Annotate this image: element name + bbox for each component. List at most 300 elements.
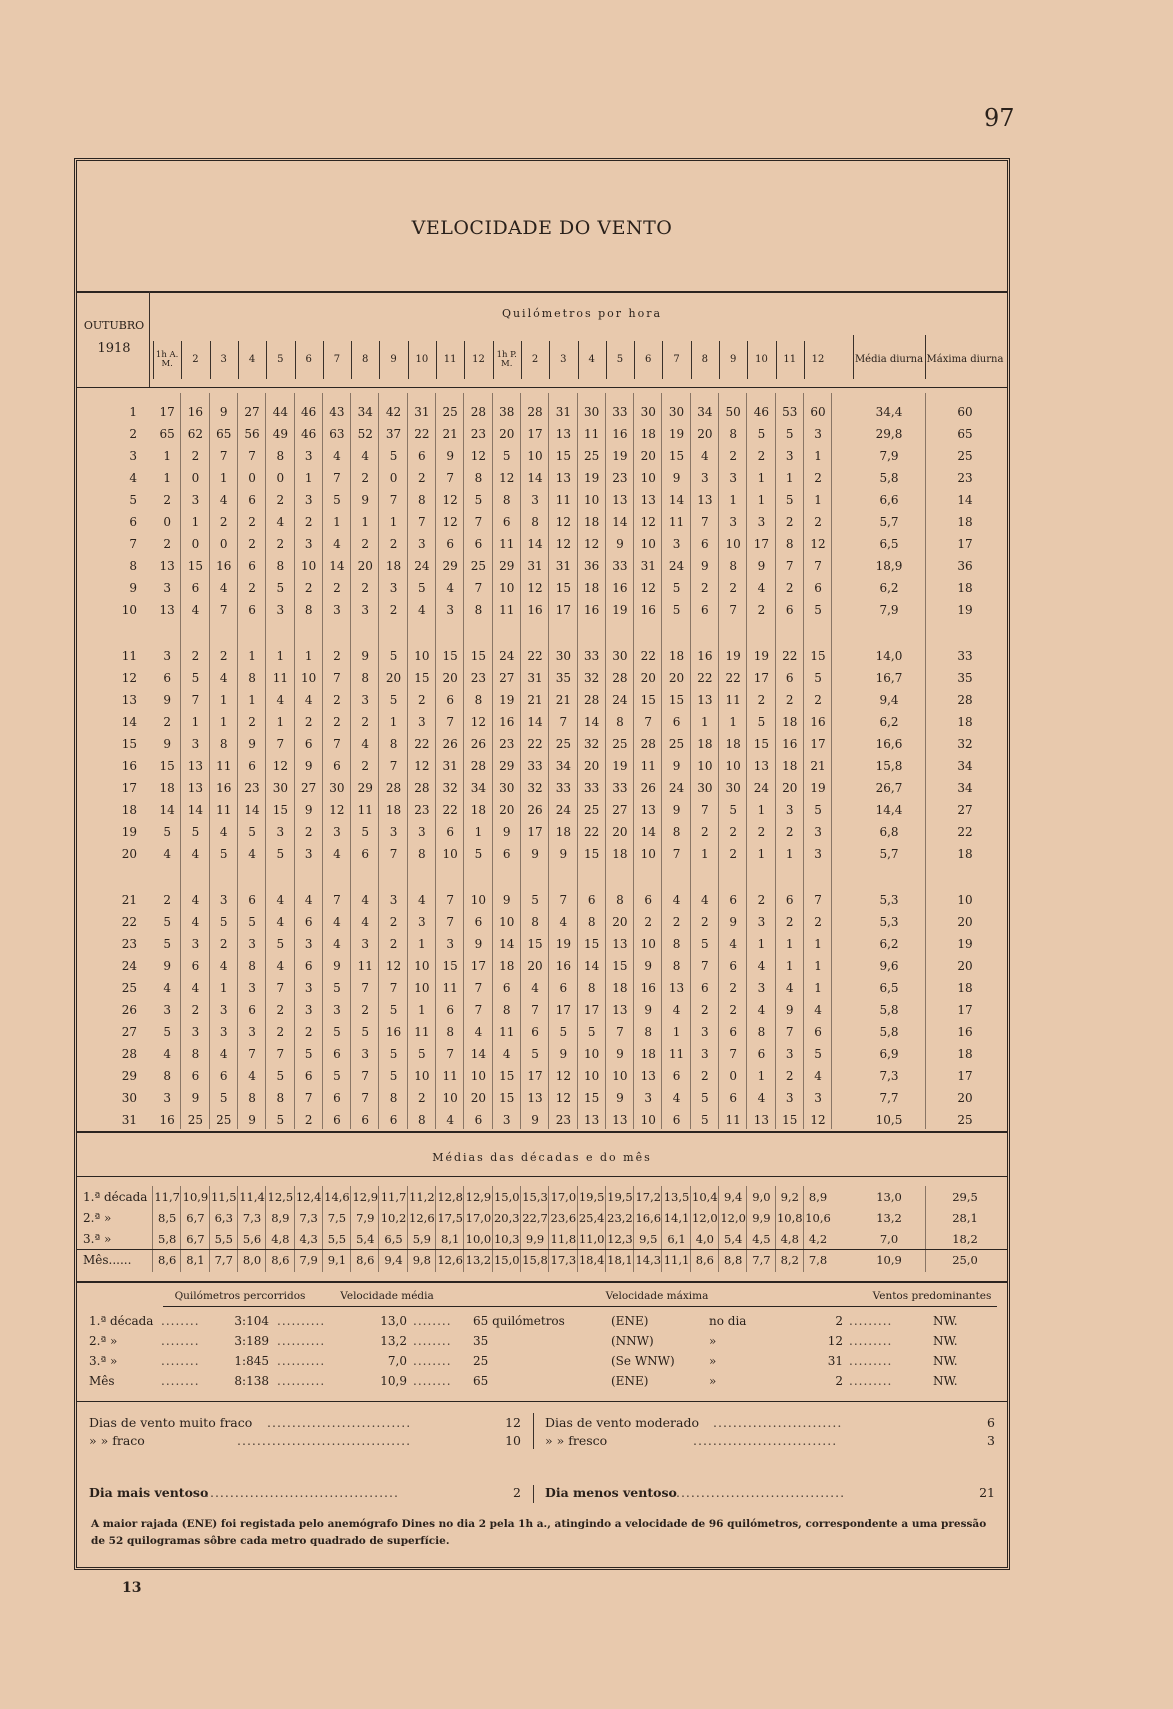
hour-header: 6 — [305, 353, 312, 365]
hour-value: 15 — [187, 559, 204, 573]
hour-value: 8 — [672, 959, 681, 973]
hour-value: 4 — [333, 537, 341, 551]
day-number: 28 — [121, 1047, 137, 1061]
day-number: 30 — [121, 1091, 137, 1105]
day-number: 5 — [129, 493, 137, 507]
medias-value: 12,5 — [267, 1189, 294, 1204]
medias-value: 5,5 — [214, 1231, 233, 1246]
column-separator — [853, 335, 854, 379]
medias-column-line — [577, 1186, 578, 1272]
hour-value: 12 — [499, 471, 515, 485]
hour-value: 4 — [361, 915, 370, 929]
table-row — [77, 777, 1007, 799]
hour-value: 6 — [446, 825, 454, 839]
hour-value: 8 — [276, 559, 285, 573]
grid-column-line — [925, 393, 926, 1129]
summary-direction: (ENE) — [611, 1314, 649, 1328]
summary-leader-dots: ......... — [849, 1334, 893, 1348]
hour-value: 4 — [219, 825, 228, 839]
hour-value: 3 — [785, 1047, 794, 1061]
hour-value: 17 — [159, 405, 175, 419]
page-title: VELOCIDADE DO VENTO — [411, 217, 673, 239]
media-value: 26,7 — [875, 781, 903, 795]
hour-value: 9 — [163, 693, 171, 707]
hour-value: 0 — [191, 471, 200, 485]
summary-km: 1:845 — [234, 1354, 269, 1368]
hour-headers — [157, 341, 1007, 379]
hour-value: 7 — [785, 559, 794, 573]
hour-value: 8 — [389, 1091, 398, 1105]
hour-value: 3 — [785, 449, 794, 463]
hour-value: 2 — [785, 515, 794, 529]
hour-value: 4 — [559, 915, 568, 929]
hour-value: 5 — [701, 1091, 709, 1105]
hour-value: 5 — [701, 1113, 709, 1127]
hour-value: 3 — [304, 981, 313, 995]
medias-value: 9,9 — [752, 1210, 771, 1225]
hour-value: 3 — [163, 1091, 171, 1105]
hour-value: 5 — [361, 825, 370, 839]
vel-maxima-header: Velocidade máxima — [605, 1290, 709, 1302]
hour-value: 8 — [757, 1025, 766, 1039]
hour-value: 12 — [470, 715, 487, 729]
hour-value: 6 — [248, 893, 256, 907]
hour-value: 8 — [389, 737, 398, 751]
hour-value: 5 — [163, 937, 171, 951]
hour-value: 52 — [357, 427, 373, 441]
hour-value: 23 — [470, 671, 487, 685]
hour-value: 31 — [555, 559, 571, 573]
hour-value: 34 — [470, 781, 487, 795]
hour-value: 6 — [814, 1025, 822, 1039]
summary-vento: NW. — [933, 1354, 958, 1368]
medias-row-label: 3.ª » — [83, 1231, 112, 1246]
hour-value: 14 — [329, 559, 345, 573]
hour-value: 4 — [276, 515, 285, 529]
hour-value: 28 — [640, 737, 656, 751]
hour-value: 36 — [584, 559, 600, 573]
hour-value: 20 — [782, 781, 798, 795]
hour-value: 17 — [470, 959, 487, 973]
table-row — [77, 843, 1007, 865]
hour-value: 7 — [389, 847, 398, 861]
day-number: 19 — [121, 825, 137, 839]
grid-column-line — [548, 393, 549, 1129]
hour-value: 4 — [191, 847, 200, 861]
medias-media: 10,9 — [876, 1252, 902, 1267]
hour-value: 5 — [814, 1047, 822, 1061]
grid-column-line — [265, 393, 266, 1129]
medias-value: 7,5 — [327, 1210, 347, 1225]
medias-value: 4,8 — [780, 1231, 799, 1246]
hour-value: 3 — [446, 937, 454, 951]
hour-value: 4 — [219, 1047, 228, 1061]
medias-value: 11,7 — [154, 1189, 180, 1204]
hour-value: 38 — [499, 405, 515, 419]
hour-value: 1 — [757, 803, 766, 817]
hour-value: 1 — [785, 847, 794, 861]
dias-fresco-value: 3 — [987, 1433, 995, 1448]
hour-value: 22 — [442, 803, 458, 817]
media-value: 34,4 — [875, 405, 903, 419]
summary-km: 3:189 — [234, 1334, 269, 1348]
hour-value: 23 — [470, 427, 487, 441]
hour-value: 23 — [499, 737, 515, 751]
hour-value: 10 — [301, 671, 317, 685]
summary-max: 65 quilómetros — [473, 1314, 565, 1328]
hour-value: 3 — [191, 737, 200, 751]
column-separator — [634, 341, 635, 379]
maxima-value: 60 — [957, 405, 973, 419]
hour-value: 10 — [640, 937, 656, 951]
hour-value: 2 — [248, 515, 256, 529]
summary-leader-dots: ........ — [161, 1334, 200, 1348]
medias-value: 11,5 — [210, 1189, 237, 1204]
hour-value: 2 — [304, 515, 313, 529]
hour-value: 2 — [219, 937, 228, 951]
hour-value: 1 — [757, 493, 766, 507]
hour-value: 3 — [531, 493, 539, 507]
hour-value: 7 — [616, 1025, 624, 1039]
column-header — [77, 291, 1007, 387]
hour-value: 1 — [304, 649, 313, 663]
hour-value: 2 — [276, 1025, 285, 1039]
hour-value: 2 — [361, 759, 370, 773]
medias-value: 11,7 — [380, 1189, 407, 1204]
ventoso-block: Dia mais ventoso ....................................... 2 Dia menos ventoso ................................... 21 — [77, 1479, 1007, 1509]
hour-value: 15 — [584, 847, 600, 861]
medias-column-line — [605, 1186, 606, 1272]
hour-value: 16 — [499, 715, 515, 729]
column-separator — [747, 341, 748, 379]
hour-value: 5 — [276, 847, 285, 861]
summary-max: 65 — [473, 1374, 489, 1388]
hour-value: 16 — [216, 559, 232, 573]
column-separator — [578, 341, 579, 379]
hour-value: 15 — [555, 449, 571, 463]
hour-value: 20 — [640, 671, 656, 685]
column-separator — [521, 341, 522, 379]
hour-value: 13 — [612, 937, 628, 951]
hour-value: 9 — [163, 959, 171, 973]
hour-value: 5 — [276, 937, 285, 951]
hour-value: 1 — [701, 715, 709, 729]
hour-value: 1 — [729, 715, 737, 729]
hour-value: 2 — [701, 581, 709, 595]
medias-column-line — [322, 1186, 323, 1272]
hour-value: 4 — [333, 937, 341, 951]
medias-value: 12,6 — [409, 1210, 435, 1225]
grid-column-line — [237, 393, 238, 1129]
hour-value: 7 — [361, 981, 370, 995]
hour-value: 4 — [814, 1003, 822, 1017]
hour-value: 9 — [248, 1113, 256, 1127]
hour-value: 1 — [814, 449, 822, 463]
hour-value: 8 — [276, 449, 285, 463]
maxima-value: 33 — [957, 649, 973, 663]
hour-value: 7 — [389, 759, 398, 773]
hour-value: 10 — [584, 1069, 600, 1083]
hour-value: 15 — [499, 1069, 515, 1083]
hour-value: 5 — [389, 1003, 398, 1017]
hour-value: 13 — [612, 1003, 628, 1017]
medias-row — [77, 1186, 1007, 1207]
column-separator — [181, 341, 182, 379]
medias-value: 8,1 — [441, 1231, 460, 1246]
hour-value: 3 — [248, 1025, 256, 1039]
summary-leader-dots: ........ — [413, 1354, 452, 1368]
hour-value: 2 — [361, 581, 370, 595]
hour-value: 4 — [672, 893, 681, 907]
table-row — [77, 955, 1007, 977]
hour-header: 10 — [415, 353, 429, 365]
hour-value: 33 — [612, 781, 628, 795]
hour-header: 9 — [729, 353, 737, 365]
medias-value: 4,8 — [271, 1231, 290, 1246]
hour-value: 11 — [414, 1025, 430, 1039]
table-row — [77, 445, 1007, 467]
hour-value: 12 — [555, 537, 571, 551]
hour-value: 3 — [814, 825, 822, 839]
hour-value: 2 — [163, 715, 171, 729]
hour-value: 15 — [584, 1091, 600, 1105]
hour-value: 10 — [414, 981, 430, 995]
hour-value: 9 — [361, 493, 370, 507]
table-row — [77, 933, 1007, 955]
hour-value: 1 — [814, 959, 822, 973]
hour-value: 9 — [559, 847, 568, 861]
table-row — [77, 533, 1007, 555]
hour-value: 8 — [248, 1091, 256, 1105]
hour-value: 3 — [701, 1025, 709, 1039]
hour-value: 6 — [248, 759, 256, 773]
hour-value: 29 — [499, 759, 515, 773]
hour-value: 17 — [555, 603, 571, 617]
hour-value: 17 — [584, 1003, 600, 1017]
hour-value: 5 — [248, 915, 256, 929]
medias-maxima: 18,2 — [952, 1231, 978, 1246]
hour-value: 11 — [272, 671, 288, 685]
medias-value: 13,5 — [663, 1189, 690, 1204]
column-separator — [238, 341, 239, 379]
hour-value: 31 — [527, 559, 543, 573]
table-row — [77, 1109, 1007, 1131]
hour-value: 5 — [814, 603, 822, 617]
table-row — [77, 577, 1007, 599]
hour-value: 32 — [584, 737, 600, 751]
hour-value: 2 — [814, 515, 822, 529]
medias-value: 15,8 — [522, 1252, 548, 1267]
medias-value: 8,8 — [724, 1252, 743, 1267]
hour-value: 6 — [814, 581, 822, 595]
medias-row — [77, 1228, 1007, 1249]
hour-value: 30 — [725, 781, 741, 795]
hour-value: 5 — [531, 893, 539, 907]
hour-value: 1 — [333, 515, 341, 529]
hour-value: 30 — [697, 781, 713, 795]
summary-leader-dots: ........ — [161, 1374, 200, 1388]
hour-value: 12 — [470, 449, 487, 463]
medias-value: 17,2 — [635, 1189, 662, 1204]
hour-value: 4 — [333, 847, 341, 861]
hour-value: 18 — [470, 803, 487, 817]
hour-value: 4 — [163, 1047, 171, 1061]
hour-value: 3 — [418, 915, 426, 929]
hour-value: 6 — [785, 603, 794, 617]
hour-value: 15 — [527, 937, 543, 951]
hour-value: 6 — [672, 1113, 681, 1127]
summary-vento: NW. — [933, 1314, 958, 1328]
hour-value: 15 — [470, 649, 487, 663]
maxima-value: 18 — [957, 515, 973, 529]
hour-value: 2 — [418, 1091, 426, 1105]
dia-menos-ventoso-label: Dia menos ventoso — [545, 1485, 677, 1500]
hour-value: 16 — [385, 1025, 402, 1039]
hour-header: 8 — [701, 353, 709, 365]
hour-value: 14 — [668, 493, 685, 507]
column-separator — [295, 341, 296, 379]
hour-value: 10 — [584, 1047, 600, 1061]
hour-value: 30 — [668, 405, 685, 419]
medias-column-line — [775, 1186, 776, 1272]
hour-value: 10 — [442, 1091, 458, 1105]
hour-value: 9 — [701, 559, 709, 573]
vel-media-header: Velocidade média — [340, 1290, 434, 1302]
ventoso-divider — [533, 1485, 534, 1503]
hour-value: 3 — [757, 515, 766, 529]
hour-value: 7 — [248, 1047, 256, 1061]
km-per-hour-heading: Quilómetros por hora — [501, 307, 663, 320]
grid-column-line — [661, 393, 662, 1129]
hour-value: 9 — [644, 959, 653, 973]
media-value: 7,9 — [879, 449, 899, 463]
hour-value: 19 — [612, 759, 628, 773]
hour-value: 3 — [361, 693, 370, 707]
hour-value: 5 — [785, 427, 794, 441]
hour-value: 13 — [753, 1113, 770, 1127]
hour-value: 2 — [729, 1003, 737, 1017]
hour-value: 10 — [640, 537, 656, 551]
hour-value: 31 — [442, 759, 458, 773]
summary-media: 13,0 — [380, 1314, 407, 1328]
hour-value: 1 — [474, 825, 483, 839]
column-separator — [606, 341, 607, 379]
hour-value: 4 — [163, 847, 171, 861]
hour-value: 11 — [499, 537, 515, 551]
day-number: 29 — [121, 1069, 137, 1083]
hour-value: 10 — [414, 1069, 430, 1083]
hour-value: 4 — [446, 581, 454, 595]
hour-value: 27 — [612, 803, 628, 817]
maxima-value: 35 — [957, 671, 973, 685]
medias-value: 9,9 — [525, 1231, 545, 1246]
hour-value: 5 — [814, 803, 822, 817]
medias-value: 8,1 — [186, 1252, 205, 1267]
hour-value: 28 — [584, 693, 600, 707]
hour-value: 3 — [163, 581, 171, 595]
hour-value: 1 — [814, 981, 822, 995]
hour-value: 56 — [244, 427, 260, 441]
hour-value: 30 — [272, 781, 288, 795]
maxima-value: 65 — [957, 427, 973, 441]
summary-leader-dots: ......... — [849, 1354, 893, 1368]
hour-value: 6 — [163, 671, 171, 685]
hour-value: 29 — [357, 781, 373, 795]
hour-value: 8 — [446, 1025, 454, 1039]
medias-value: 8,6 — [356, 1252, 375, 1267]
hour-value: 9 — [672, 471, 681, 485]
day-number: 31 — [121, 1113, 137, 1127]
medias-value: 8,9 — [808, 1189, 828, 1204]
hour-value: 28 — [414, 781, 430, 795]
hour-value: 5 — [333, 493, 341, 507]
hour-value: 24 — [499, 649, 515, 663]
medias-value: 8,6 — [158, 1252, 177, 1267]
hour-value: 22 — [414, 737, 430, 751]
hour-value: 22 — [414, 427, 430, 441]
media-value: 7,7 — [879, 1091, 899, 1105]
grid-column-line — [378, 393, 379, 1129]
hour-value: 11 — [499, 603, 515, 617]
hour-value: 12 — [385, 959, 402, 973]
media-value: 7,3 — [879, 1069, 899, 1083]
hour-value: 2 — [757, 603, 766, 617]
hour-value: 2 — [785, 915, 794, 929]
dias-muito-fraco-label: Dias de vento muito fraco — [89, 1415, 253, 1430]
hour-value: 6 — [333, 1113, 341, 1127]
hour-value: 14 — [499, 937, 515, 951]
hour-value: 21 — [442, 427, 458, 441]
hour-value: 6 — [191, 1069, 200, 1083]
hour-value: 60 — [810, 405, 826, 419]
hour-value: 11 — [216, 759, 232, 773]
hour-value: 9 — [531, 847, 539, 861]
hour-value: 11 — [668, 1047, 685, 1061]
sheet-number: 13 — [122, 1580, 142, 1596]
medias-value: 10,0 — [465, 1231, 492, 1246]
hour-value: 12 — [442, 515, 458, 529]
table-row — [77, 799, 1007, 821]
hour-value: 7 — [389, 981, 398, 995]
medias-value: 15,0 — [493, 1189, 520, 1204]
day-number: 22 — [121, 915, 137, 929]
medias-bottom-rule — [77, 1281, 1007, 1283]
table-row — [77, 555, 1007, 577]
hour-value: 12 — [414, 759, 430, 773]
hour-value: 7 — [729, 1047, 737, 1061]
hour-value: 9 — [219, 405, 228, 419]
hour-value: 1 — [389, 515, 398, 529]
dias-fresco-label: » » fresco — [545, 1433, 608, 1448]
summary-leader-dots: ........ — [413, 1334, 452, 1348]
hour-value: 13 — [555, 427, 571, 441]
hour-value: 4 — [418, 893, 426, 907]
hour-value: 2 — [163, 493, 171, 507]
summary-label: Mês — [89, 1374, 115, 1388]
hour-value: 2 — [248, 581, 256, 595]
medias-value: 10,3 — [493, 1231, 520, 1246]
hour-value: 11 — [216, 803, 232, 817]
medias-column-line — [209, 1186, 210, 1272]
hour-value: 32 — [584, 671, 600, 685]
hour-value: 1 — [191, 715, 200, 729]
hour-value: 7 — [814, 893, 822, 907]
medias-value: 17,0 — [550, 1189, 577, 1204]
hour-value: 24 — [555, 803, 571, 817]
dias-muito-fraco-value: 12 — [505, 1415, 521, 1430]
hour-value: 28 — [385, 781, 402, 795]
day-number: 27 — [121, 1025, 137, 1039]
